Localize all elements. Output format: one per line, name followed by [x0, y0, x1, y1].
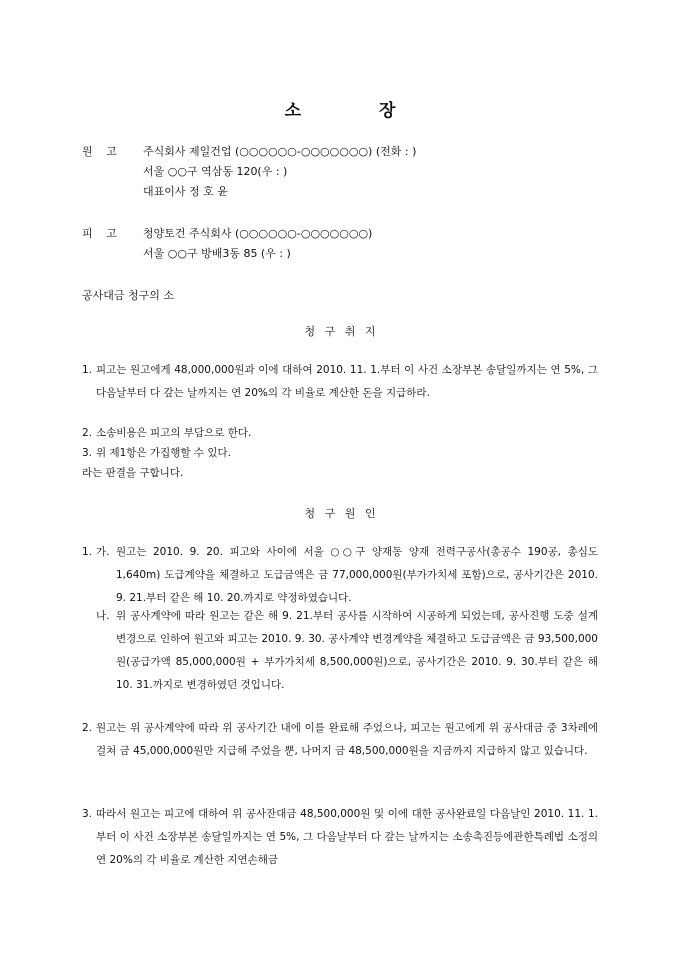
cause-item-text: 원고는 2010. 9. 20. 피고와 사이에 서울 ○○구 양재동 양재 전력구공사(총공수 190공, 총심도 1,640m) 도급계약을 체결하고 도급금액은 금 77,000,000원(부가가치세 포함)으로, 공사기간은 2010. 9. 21.부터 같은 해 10. 20.까지로 약정하였습니다. [116, 546, 598, 604]
title-char-left: 소 [284, 101, 301, 121]
claim-item-number: 2. [82, 427, 93, 439]
plaintiff-label: 원 고 [82, 145, 117, 158]
cause-item-text: 위 공사계약에 따라 원고는 같은 해 9. 21.부터 공사를 시작하여 시공하게 되었는데, 공사진행 도중 설계변경으로 인하여 원고와 피고는 2010. 9. 30. 공사계약 변경계약을 체결하고 도급금액은 금 93,500,000원(공급가액 85,000,000원 + 부가가치세 8,500,000원)으로, 공사기간은 2010. 9. 30.부터 같은 해 10. 31.까지로 변경하였던 것입니다. [116, 610, 598, 691]
plaintiff-representative: 대표이사 정 호 윤 [143, 185, 228, 198]
cause-item-number: 2. [82, 722, 93, 734]
cause-subitem-marker: 나. [96, 610, 110, 622]
defendant-company: 청양토건 주식회사 (○○○○○○-○○○○○○○) [143, 227, 373, 240]
claim-item-text: 소송비용은 피고의 부담으로 한다. [96, 427, 252, 439]
claim-item-number: 1. [82, 364, 93, 376]
cause-item-number: 3. [82, 808, 93, 820]
claim-item-number: 3. [82, 447, 93, 459]
claim-purpose-heading: 청 구 취 지 [304, 325, 376, 338]
defendant-label: 피 고 [82, 227, 117, 240]
claim-item-text: 위 제1항은 가집행할 수 있다. [96, 447, 231, 459]
cause-subitem-marker: 가. [96, 546, 110, 558]
cause-item-text: 따라서 원고는 피고에 대하여 위 공사잔대금 48,500,000원 및 이에 대한 공사완료일 다음날인 2010. 11. 1.부터 이 사건 소장부본 송달일까지는 연 5%, 그 다음날부터 다 갚는 날까지는 소송촉진등에관한특례법 소정의 연 20%의 각 비율로 계산한 지연손해금 [96, 808, 598, 866]
cause-item-text: 원고는 위 공사계약에 따라 위 공사기간 내에 이를 완료해 주었으나, 피고는 원고에게 위 공사대금 중 3차례에 걸쳐 금 45,000,000원만 지급해 주었을 뿐, 나머지 금 48,500,000원을 지금까지 지급하지 않고 있습니다. [96, 722, 598, 757]
cause-item-number: 1. [82, 546, 93, 558]
claim-closing: 라는 판결을 구합니다. [82, 467, 184, 479]
plaintiff-address: 서울 ○○구 역삼동 120(우 : ) [143, 165, 288, 178]
case-name: 공사대금 청구의 소 [82, 289, 175, 302]
claim-item-text: 피고는 원고에게 48,000,000원과 이에 대하여 2010. 11. 1.부터 이 사건 소장부본 송달일까지는 연 5%, 그 다음날부터 다 갚는 날까지는 연 20%의 각 비율로 계산한 돈을 지급하라. [96, 364, 598, 399]
document-title [0, 96, 680, 121]
defendant-address: 서울 ○○구 방배3동 85 (우 : ) [143, 247, 291, 260]
claim-cause-heading: 청 구 원 인 [304, 507, 376, 520]
title-char-right: 장 [379, 101, 396, 121]
plaintiff-company: 주식회사 제일건업 (○○○○○○-○○○○○○○) (전화 : ) [143, 145, 417, 158]
